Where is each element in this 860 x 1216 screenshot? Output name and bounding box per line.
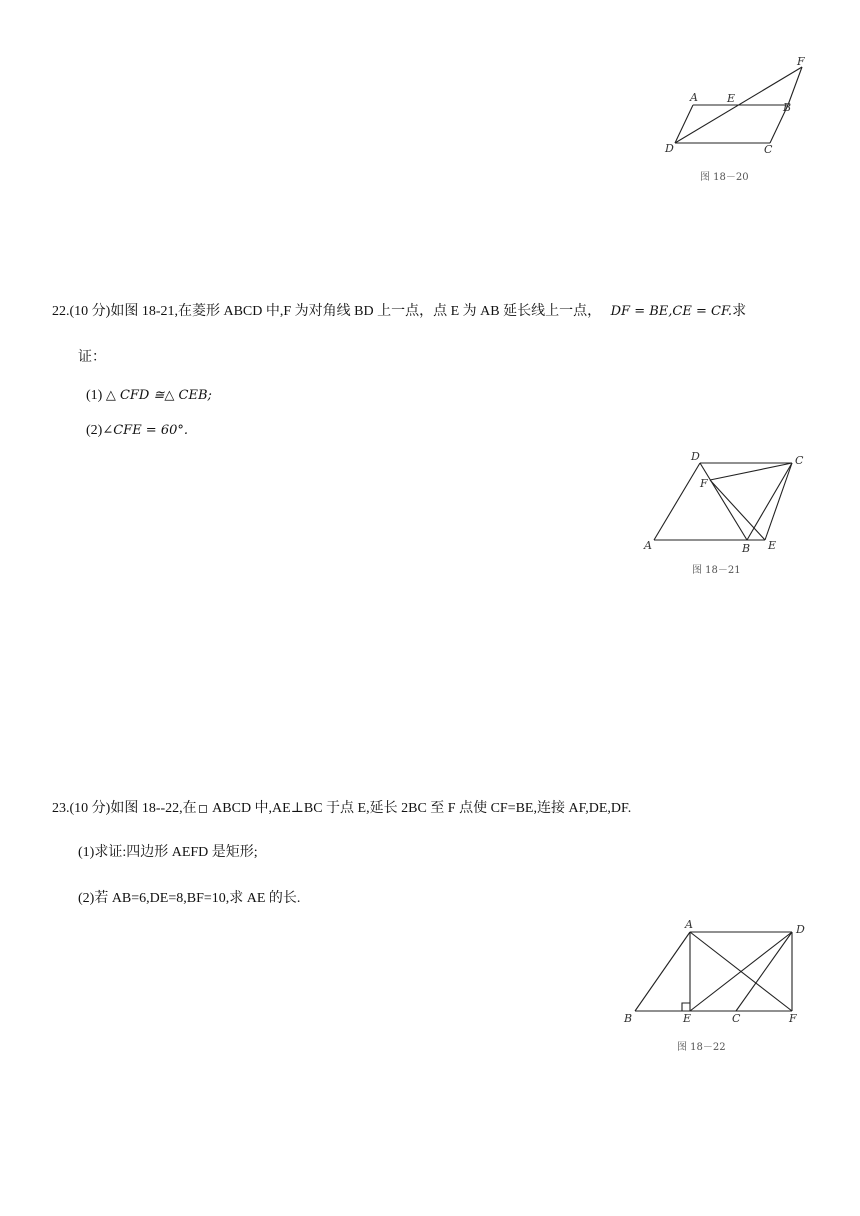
q22-line1 <box>52 302 746 322</box>
fig20-label-d: D <box>665 142 674 155</box>
fig21-label-b: B <box>742 542 751 555</box>
figure-18-21 <box>640 448 810 583</box>
fig22-label-f: F <box>789 1012 797 1025</box>
q22-part2-prefix: (2) <box>86 423 103 438</box>
fig21-label-e: E <box>768 539 777 552</box>
q22-part1-math: △ CFD ≅△ CEB; <box>105 388 212 403</box>
q23-text-b: ABCD 中,AE⊥BC 于点 E,延长 2BC 至 F 点使 CF=BE,连接 AF,DE,DF. <box>208 801 632 816</box>
fig22-label-b: B <box>624 1012 633 1025</box>
q22-part1 <box>86 386 212 406</box>
figure-18-22-diagram <box>615 918 815 1060</box>
fig21-label-c: C <box>795 454 804 467</box>
fig20-label-c: C <box>764 143 773 156</box>
q22-part2-math: ∠CFE = 60°. <box>102 423 189 438</box>
fig22-caption: 图 18－22 <box>677 1042 726 1053</box>
fig20-caption: 图 18－20 <box>700 172 749 183</box>
figure-18-22 <box>615 918 815 1060</box>
fig20-label-b: B <box>783 101 792 114</box>
fig21-label-d: D <box>691 450 700 463</box>
fig20-label-f: F <box>797 55 805 68</box>
fig20-label-e: E <box>727 92 736 105</box>
fig21-label-a: A <box>644 539 652 552</box>
q22-part1-prefix: (1) <box>86 388 106 403</box>
q23-text-a: 23.(10 分)如图 18--22,在 <box>52 801 197 816</box>
fig21-label-f: F <box>700 477 708 490</box>
fig22-label-a: A <box>685 918 693 931</box>
fig22-label-e: E <box>683 1012 692 1025</box>
q22-part2 <box>86 421 188 441</box>
q23-part2: (2)若 AB=6,DE=8,BF=10,求 AE 的长. <box>78 891 301 906</box>
figure-18-21-diagram <box>640 448 810 583</box>
figure-18-20 <box>660 55 810 190</box>
fig22-label-d: D <box>796 923 805 936</box>
fig22-label-c: C <box>732 1012 741 1025</box>
q22-text: 22.(10 分)如图 18-21,在菱形 ABCD 中,F 为对角线 BD 上一点，点 E 为 AB 延长线上一点， <box>52 304 602 319</box>
parallelogram-symbol-icon <box>199 805 207 813</box>
q23-line1 <box>52 799 631 819</box>
q23-part1: (1)求证:四边形 AEFD 是矩形; <box>78 845 258 860</box>
fig21-caption: 图 18－21 <box>692 565 741 576</box>
figure-18-20-diagram <box>660 55 810 190</box>
q22-line2: 证： <box>78 350 106 365</box>
q22-condition: DF = BE,CE = CF. <box>610 304 733 319</box>
q22-tail: 求 <box>732 304 747 319</box>
fig20-label-a: A <box>690 91 698 104</box>
